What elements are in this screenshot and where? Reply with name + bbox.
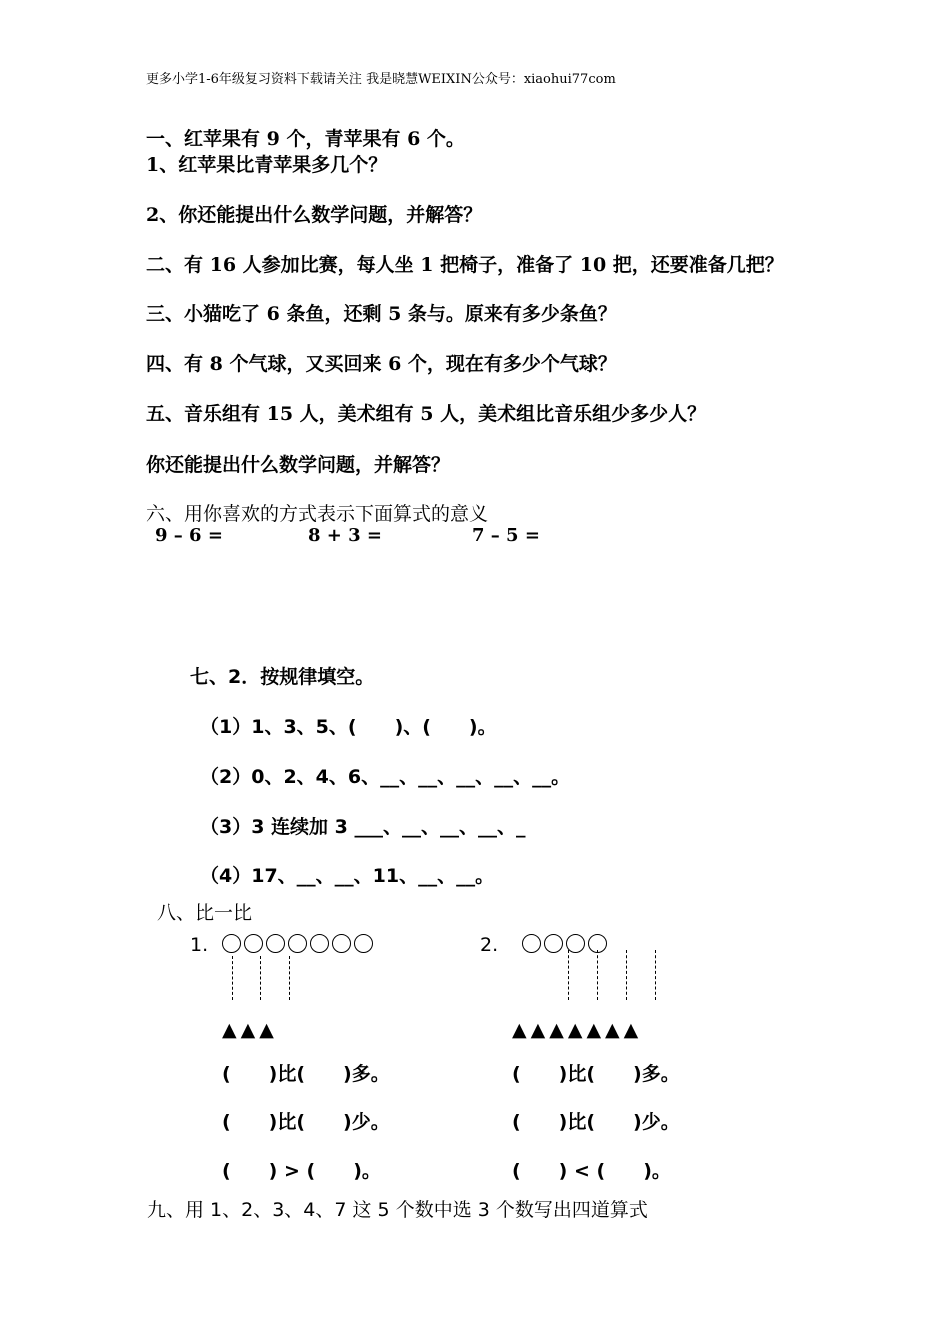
dashed-line (568, 950, 569, 1000)
question-7-item-3: （3）3 连续加 3 ___、__、__、__、_ (200, 816, 526, 838)
page-header-notice: 更多小学1-6年级复习资料下载请关注 我是晓慧WEIXIN公众号：xiaohui77com (146, 72, 616, 87)
question-2: 二、有 16 人参加比赛，每人坐 1 把椅子，准备了 10 把，还要准备几把？ (146, 254, 784, 276)
question-4: 四、有 8 个气球，又买回来 6 个，现在有多少个气球？ (146, 353, 617, 375)
question-5-extra: 你还能提出什么数学问题，并解答？ (146, 454, 451, 476)
question-7-item-4: （4）17、__、__、11、__、__。 (200, 865, 495, 887)
question-7-title: 七、2．按规律填空。 (190, 666, 375, 688)
compare-2-triangles: ▲▲▲▲▲▲▲ (512, 1019, 643, 1041)
question-6-title: 六、用你喜欢的方式表示下面算式的意义 (146, 503, 489, 525)
dashed-line (597, 950, 598, 1000)
question-1-sub-1: 1、红苹果比青苹果多几个？ (146, 154, 388, 176)
equation-1: 9 – 6 = (155, 525, 223, 546)
circle-shape (522, 934, 541, 953)
compare-1-line-2: ( )比( )少。 (222, 1111, 390, 1133)
question-7-item-1: （1）1、3、5、( )、( )。 (200, 716, 497, 738)
equation-3: 7 – 5 = (472, 525, 540, 546)
dashed-line (626, 950, 627, 1000)
question-1-sub-2: 2、你还能提出什么数学问题，并解答？ (146, 204, 483, 226)
dashed-line (232, 956, 233, 1000)
dashed-line (260, 956, 261, 1000)
compare-1-line-1: ( )比( )多。 (222, 1063, 390, 1085)
question-5-title: 五、音乐组有 15 人，美术组有 5 人，美术组比音乐组少多少人？ (146, 403, 707, 425)
circle-shape (544, 934, 563, 953)
equation-2: 8 + 3 = (308, 525, 383, 546)
circle-shape (222, 934, 241, 953)
question-9: 九、用 1、2、3、4、7 这 5 个数中选 3 个数写出四道算式 (147, 1199, 648, 1221)
circle-shape (310, 934, 329, 953)
question-8-title: 八、比一比 (157, 902, 253, 924)
dashed-line (655, 950, 656, 1000)
dashed-line (289, 956, 290, 1000)
compare-2-line-2: ( )比( )少。 (512, 1111, 680, 1133)
circle-shape (332, 934, 351, 953)
circle-shape (288, 934, 307, 953)
circle-shape (354, 934, 373, 953)
circle-shape (244, 934, 263, 953)
circle-shape (266, 934, 285, 953)
compare-2-label: 2. (480, 934, 499, 956)
question-1-title: 一、红苹果有 9 个，青苹果有 6 个。 (146, 128, 465, 150)
compare-2-line-1: ( )比( )多。 (512, 1063, 680, 1085)
compare-1-line-3: ( ) > ( )。 (222, 1160, 381, 1182)
compare-1-triangles: ▲▲▲ (222, 1019, 278, 1041)
question-3: 三、小猫吃了 6 条鱼，还剩 5 条与。原来有多少条鱼？ (146, 303, 617, 325)
compare-1-circles (222, 934, 376, 955)
compare-1-label: 1. (190, 934, 209, 956)
compare-2-line-3: ( ) < ( )。 (512, 1160, 671, 1182)
question-7-item-2: （2）0、2、4、6、__、__、__、__、__。 (200, 766, 571, 788)
